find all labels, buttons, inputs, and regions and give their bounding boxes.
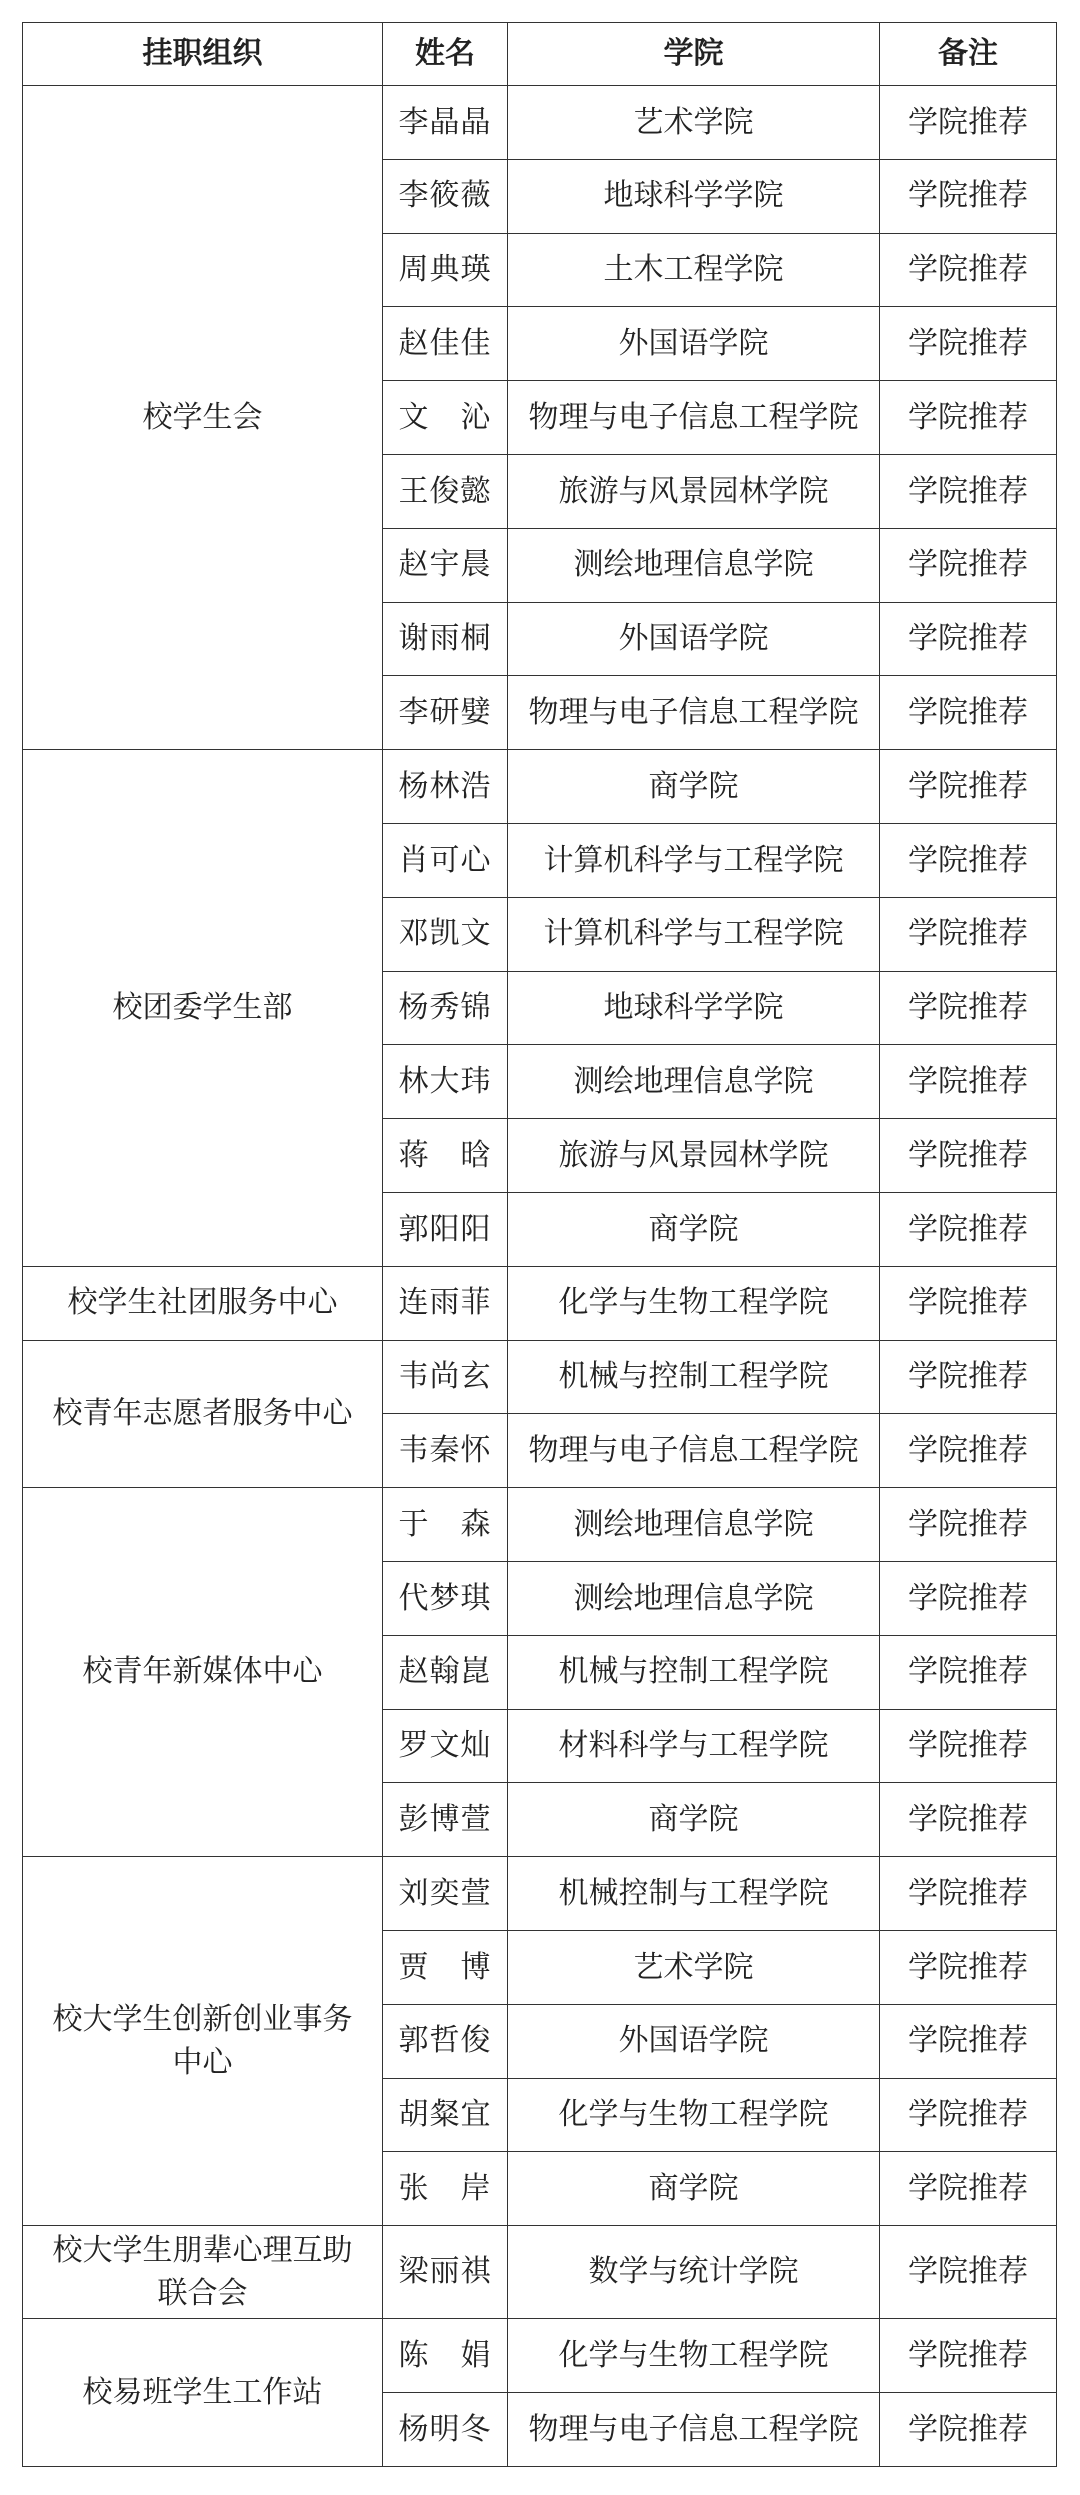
- note-cell: 学院推荐: [880, 2226, 1057, 2319]
- college-cell: 商学院: [508, 2152, 880, 2226]
- note-cell: 学院推荐: [880, 897, 1057, 971]
- college-cell: 物理与电子信息工程学院: [508, 1414, 880, 1488]
- org-cell: 校易班学生工作站: [23, 2319, 383, 2467]
- note-cell: 学院推荐: [880, 2392, 1057, 2466]
- note-cell: 学院推荐: [880, 676, 1057, 750]
- name-cell: 罗文灿: [383, 1709, 508, 1783]
- name-cell: 代梦琪: [383, 1561, 508, 1635]
- table-row: [23, 1488, 1057, 1562]
- org-cell: 校青年志愿者服务中心: [23, 1340, 383, 1488]
- college-cell: 外国语学院: [508, 307, 880, 381]
- note-cell: 学院推荐: [880, 1045, 1057, 1119]
- header-college: 学院: [508, 23, 880, 86]
- college-cell: 土木工程学院: [508, 233, 880, 307]
- name-cell: 陈 娟: [383, 2319, 508, 2393]
- note-cell: 学院推荐: [880, 1930, 1057, 2004]
- college-cell: 地球科学学院: [508, 971, 880, 1045]
- name-cell: 赵翰崑: [383, 1635, 508, 1709]
- table-row: [23, 1266, 1057, 1340]
- note-cell: 学院推荐: [880, 2152, 1057, 2226]
- name-cell: 周典瑛: [383, 233, 508, 307]
- table-row: [23, 86, 1057, 160]
- note-cell: 学院推荐: [880, 1192, 1057, 1266]
- note-cell: 学院推荐: [880, 1340, 1057, 1414]
- note-cell: 学院推荐: [880, 1119, 1057, 1193]
- org-cell: 校大学生朋辈心理互助联合会: [23, 2226, 383, 2319]
- note-cell: 学院推荐: [880, 2078, 1057, 2152]
- org-cell: 校学生会: [23, 86, 383, 750]
- college-cell: 艺术学院: [508, 86, 880, 160]
- note-cell: 学院推荐: [880, 381, 1057, 455]
- name-cell: 邓凯文: [383, 897, 508, 971]
- college-cell: 地球科学学院: [508, 159, 880, 233]
- note-cell: 学院推荐: [880, 823, 1057, 897]
- note-cell: 学院推荐: [880, 1561, 1057, 1635]
- note-cell: 学院推荐: [880, 1488, 1057, 1562]
- name-cell: 李筱薇: [383, 159, 508, 233]
- college-cell: 计算机科学与工程学院: [508, 897, 880, 971]
- note-cell: 学院推荐: [880, 528, 1057, 602]
- note-cell: 学院推荐: [880, 1635, 1057, 1709]
- note-cell: 学院推荐: [880, 454, 1057, 528]
- note-cell: 学院推荐: [880, 1414, 1057, 1488]
- college-cell: 商学院: [508, 1783, 880, 1857]
- header-org: 挂职组织: [23, 23, 383, 86]
- college-cell: 测绘地理信息学院: [508, 528, 880, 602]
- college-cell: 物理与电子信息工程学院: [508, 676, 880, 750]
- org-cell: 校团委学生部: [23, 750, 383, 1267]
- name-cell: 文 沁: [383, 381, 508, 455]
- college-cell: 商学院: [508, 750, 880, 824]
- note-cell: 学院推荐: [880, 1783, 1057, 1857]
- college-cell: 测绘地理信息学院: [508, 1488, 880, 1562]
- name-cell: 于 森: [383, 1488, 508, 1562]
- note-cell: 学院推荐: [880, 307, 1057, 381]
- name-cell: 贾 博: [383, 1930, 508, 2004]
- note-cell: 学院推荐: [880, 86, 1057, 160]
- college-cell: 旅游与风景园林学院: [508, 1119, 880, 1193]
- note-cell: 学院推荐: [880, 750, 1057, 824]
- name-cell: 杨明冬: [383, 2392, 508, 2466]
- note-cell: 学院推荐: [880, 159, 1057, 233]
- college-cell: 机械与控制工程学院: [508, 1635, 880, 1709]
- org-cell: 校青年新媒体中心: [23, 1488, 383, 1857]
- assignment-table: [22, 22, 1057, 2467]
- header-note: 备注: [880, 23, 1057, 86]
- table-row: [23, 2226, 1057, 2319]
- college-cell: 化学与生物工程学院: [508, 1266, 880, 1340]
- name-cell: 刘奕萱: [383, 1857, 508, 1931]
- note-cell: 学院推荐: [880, 2004, 1057, 2078]
- note-cell: 学院推荐: [880, 1857, 1057, 1931]
- name-cell: 赵宇晨: [383, 528, 508, 602]
- college-cell: 测绘地理信息学院: [508, 1561, 880, 1635]
- table-row: [23, 1857, 1057, 1931]
- college-cell: 化学与生物工程学院: [508, 2319, 880, 2393]
- name-cell: 蒋 晗: [383, 1119, 508, 1193]
- header-row: [23, 23, 1057, 86]
- note-cell: 学院推荐: [880, 602, 1057, 676]
- name-cell: 韦尚玄: [383, 1340, 508, 1414]
- college-cell: 材料科学与工程学院: [508, 1709, 880, 1783]
- name-cell: 李晶晶: [383, 86, 508, 160]
- college-cell: 外国语学院: [508, 2004, 880, 2078]
- college-cell: 商学院: [508, 1192, 880, 1266]
- college-cell: 外国语学院: [508, 602, 880, 676]
- name-cell: 梁丽祺: [383, 2226, 508, 2319]
- org-cell: 校学生社团服务中心: [23, 1266, 383, 1340]
- name-cell: 林大玮: [383, 1045, 508, 1119]
- name-cell: 张 岸: [383, 2152, 508, 2226]
- name-cell: 彭博萱: [383, 1783, 508, 1857]
- note-cell: 学院推荐: [880, 233, 1057, 307]
- college-cell: 化学与生物工程学院: [508, 2078, 880, 2152]
- name-cell: 赵佳佳: [383, 307, 508, 381]
- name-cell: 肖可心: [383, 823, 508, 897]
- college-cell: 数学与统计学院: [508, 2226, 880, 2319]
- note-cell: 学院推荐: [880, 1709, 1057, 1783]
- name-cell: 韦秦怀: [383, 1414, 508, 1488]
- note-cell: 学院推荐: [880, 1266, 1057, 1340]
- college-cell: 计算机科学与工程学院: [508, 823, 880, 897]
- table-row: [23, 1340, 1057, 1414]
- org-cell: 校大学生创新创业事务中心: [23, 1857, 383, 2226]
- college-cell: 艺术学院: [508, 1930, 880, 2004]
- college-cell: 物理与电子信息工程学院: [508, 381, 880, 455]
- table-row: [23, 750, 1057, 824]
- header-name: 姓名: [383, 23, 508, 86]
- table-row: [23, 2319, 1057, 2393]
- name-cell: 连雨菲: [383, 1266, 508, 1340]
- name-cell: 谢雨桐: [383, 602, 508, 676]
- table-body: [23, 86, 1057, 2467]
- name-cell: 郭哲俊: [383, 2004, 508, 2078]
- note-cell: 学院推荐: [880, 971, 1057, 1045]
- college-cell: 机械控制与工程学院: [508, 1857, 880, 1931]
- name-cell: 胡粲宜: [383, 2078, 508, 2152]
- college-cell: 旅游与风景园林学院: [508, 454, 880, 528]
- college-cell: 物理与电子信息工程学院: [508, 2392, 880, 2466]
- note-cell: 学院推荐: [880, 2319, 1057, 2393]
- college-cell: 测绘地理信息学院: [508, 1045, 880, 1119]
- name-cell: 郭阳阳: [383, 1192, 508, 1266]
- name-cell: 李研嬖: [383, 676, 508, 750]
- name-cell: 杨林浩: [383, 750, 508, 824]
- name-cell: 杨秀锦: [383, 971, 508, 1045]
- college-cell: 机械与控制工程学院: [508, 1340, 880, 1414]
- name-cell: 王俊懿: [383, 454, 508, 528]
